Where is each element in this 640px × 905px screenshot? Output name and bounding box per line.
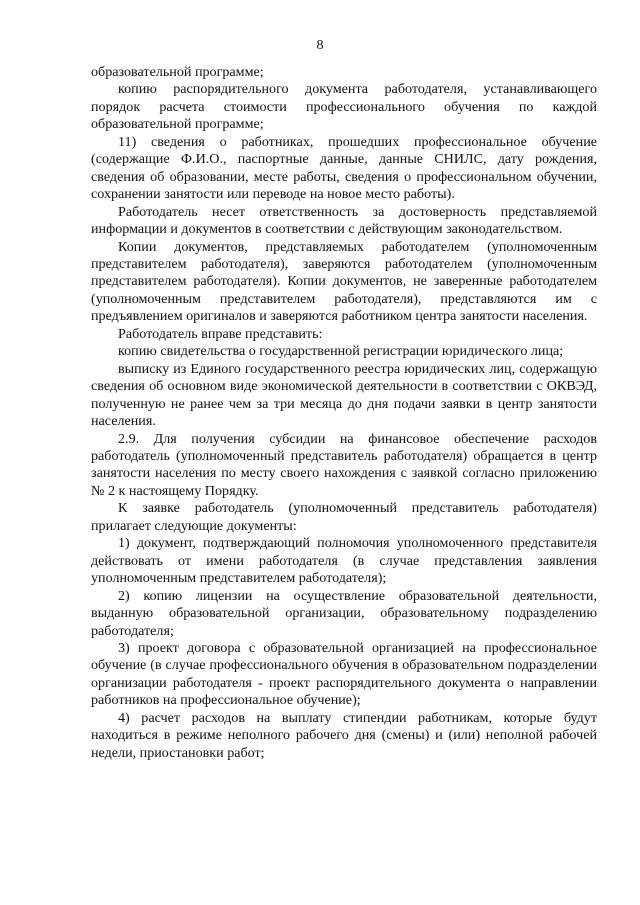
paragraph-7: копию свидетельства о государственной регистрации юридического лица; xyxy=(118,343,564,360)
paragraph-11: 1) документ, подтверждающий полномочия уполномоченного представителя действовать от имени работодателя (в случае представления заявления уполномоченным представителем работодателя); xyxy=(91,535,597,587)
paragraph-6: Работодатель вправе представить: xyxy=(118,325,323,342)
paragraph-10: К заявке работодатель (уполномоченный представитель работодателя) прилагает следующие документы: xyxy=(91,500,597,534)
paragraph-8: выписку из Единого государственного реестра юридических лиц, содержащую сведения об основном виде экономической деятельности в соответствии с ОКВЭД, полученную не ранее чем за три месяца до дня подачи заявки в центр занятости населения. xyxy=(91,360,597,430)
paragraph-1: образовательной программе; xyxy=(91,64,264,80)
paragraph-13: 3) проект договора с образовательной организацией на профессиональное обучение (в случае профессионального обучения в образовательном подразделении организации работодателя - проект распорядительного документа о направлении работников на профессиональное обучение); xyxy=(91,639,597,709)
paragraph-2: копию распорядительного документа работодателя, устанавливающего порядок расчета стоимости профессионального обучения по каждой образовательной программе; xyxy=(91,81,597,133)
document-body xyxy=(91,64,597,762)
paragraph-9: 2.9. Для получения субсидии на финансовое обеспечение расходов работодатель (уполномоченный представитель работодателя) обращается в центр занятости населения по месту своего нахождения с заявкой согласно приложению № 2 к настоящему Порядку. xyxy=(91,430,597,499)
paragraph-12: 2) копию лицензии на осуществление образовательной деятельности, выданную образовательной организации, образовательному подразделению работодателя; xyxy=(91,587,597,639)
paragraph-4: Работодатель несет ответственность за достоверность представляемой информации и документов в соответствии с действующим законодательством. xyxy=(91,203,597,238)
page-number: 8 xyxy=(316,38,324,53)
paragraph-3: 11) сведения о работниках, прошедших профессиональное обучение (содержащие Ф.И.О., паспортные данные, данные СНИЛС, дату рождения, сведения об образовании, месте работы, сведения о профессиональном обучении, сохранении занятости или переводе на новое место работы). xyxy=(91,133,597,203)
paragraph-5: Копии документов, представляемых работодателем (уполномоченным представителем работодателя), заверяются работодателем (уполномоченным представителем работодателя). Копии документов, не заверенные работодателем (уполномоченным представителем работодателя), представляются им с предъявлением оригиналов и заверяются работником центра занятости населения. xyxy=(91,238,597,325)
paragraph-14: 4) расчет расходов на выплату стипендии работникам, которые будут находиться в режиме неполного рабочего дня (смены) и (или) неполной рабочей недели, приостановки работ; xyxy=(91,709,597,761)
